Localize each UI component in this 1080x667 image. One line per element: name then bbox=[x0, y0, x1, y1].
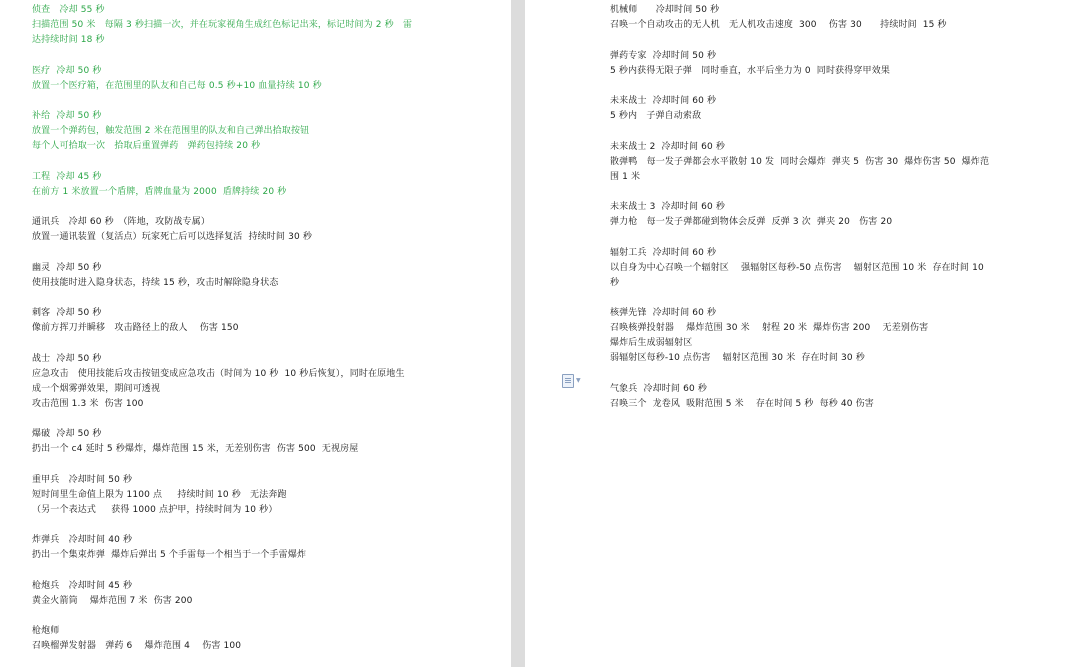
skill-title: 补给 冷却 50 秒 bbox=[32, 111, 102, 121]
skill-title: 机械师 冷却时间 50 秒 bbox=[610, 5, 720, 15]
skill-description: 弹力枪 每一发子弹都碰到物体会反弹 反弹 3 次 弹夹 20 伤害 20 bbox=[610, 217, 893, 227]
page-content-left bbox=[32, 3, 472, 667]
skill-description: 爆炸后生成弱辐射区 bbox=[610, 338, 693, 348]
skill-title: 未来战士 3 冷却时间 60 秒 bbox=[610, 202, 726, 212]
skill-entry bbox=[32, 109, 472, 154]
skill-description: 应急攻击 使用技能后攻击按钮变成应急攻击（时间为 10 秒 10 秒后恢复），同时在原地生 bbox=[32, 368, 405, 379]
skill-title: 枪炮师 bbox=[32, 626, 60, 636]
skill-description: 放置一个医疗箱，在范围里的队友和自己每 0.5 秒+10 血量持续 10 秒 bbox=[32, 80, 322, 91]
skill-description: 使用技能时进入隐身状态，持续 15 秒，攻击时解除隐身状态 bbox=[32, 277, 279, 288]
skill-entry bbox=[610, 200, 1040, 230]
skill-description: 召唤核弹投射器 爆炸范围 30 米 射程 20 米 爆炸伤害 200 无差别伤害 bbox=[610, 323, 929, 333]
skill-title: 未来战士 冷却时间 60 秒 bbox=[610, 96, 717, 106]
skill-description: 扫描范围 50 米 每隔 3 秒扫描一次，并在玩家视角生成红色标记出来，标记时间为 2 秒 雷 bbox=[32, 20, 413, 30]
skill-description: 召唤三个 龙卷风 吸附范围 5 米 存在时间 5 秒 每秒 40 伤害 bbox=[610, 398, 874, 409]
skill-title: 核弹先锋 冷却时间 60 秒 bbox=[610, 308, 717, 318]
skill-description: 扔出一个集束炸弹 爆炸后弹出 5 个手雷每一个相当于一个手雷爆炸 bbox=[32, 550, 307, 560]
skill-title: 辐射工兵 冷却时间 60 秒 bbox=[610, 247, 717, 258]
page-gutter bbox=[511, 0, 525, 667]
skill-title: 枪炮兵 冷却时间 45 秒 bbox=[32, 580, 133, 591]
skill-entry bbox=[32, 473, 472, 518]
skill-description: 黄金火箭筒 爆炸范围 7 米 伤害 200 bbox=[32, 595, 193, 606]
skill-title: 炸弹兵 冷却时间 40 秒 bbox=[32, 535, 133, 545]
skill-description: 召唤一个自动攻击的无人机 无人机攻击速度 300 伤害 30 持续时间 15 秒 bbox=[610, 20, 947, 30]
skill-description: 召唤榴弹发射器 弹药 6 爆炸范围 4 伤害 100 bbox=[32, 641, 242, 651]
skill-entry bbox=[610, 140, 1040, 185]
document-icon[interactable] bbox=[562, 374, 574, 388]
skill-description: 短时间里生命值上限为 1100 点 持续时间 10 秒 无法奔跑 bbox=[32, 489, 287, 500]
skill-description: 扔出一个 c4 延时 5 秒爆炸，爆炸范围 15 米，无差别伤害 伤害 500 无视房屋 bbox=[32, 444, 359, 454]
skill-description: 放置一个弹药包，触发范围 2 米在范围里的队友和自己弹出拾取按钮 bbox=[32, 126, 310, 136]
skill-description: 在前方 1 米放置一个盾牌，盾牌血量为 2000 盾牌持续 20 秒 bbox=[32, 186, 287, 197]
skill-title: 未来战士 2 冷却时间 60 秒 bbox=[610, 141, 726, 152]
skill-title: 战士 冷却 50 秒 bbox=[32, 353, 102, 364]
skill-title: 侦查 冷却 55 秒 bbox=[32, 5, 105, 15]
skill-title: 通讯兵 冷却 60 秒 （阵地，攻防战专属） bbox=[32, 217, 210, 227]
skill-description: 秒 bbox=[610, 277, 620, 288]
skill-description: 放置一通讯装置（复活点）玩家死亡后可以选择复活 持续时间 30 秒 bbox=[32, 232, 312, 242]
chevron-down-icon[interactable]: ▼ bbox=[576, 377, 581, 384]
skill-entry bbox=[32, 624, 472, 654]
skill-description: 成一个烟雾弹效果，期间可透视 bbox=[32, 383, 161, 394]
skill-description: 以自身为中心召唤一个辐射区 强辐射区每秒-50 点伤害 辐射区范围 10 米 存在时间 10 bbox=[610, 262, 984, 273]
skill-entry bbox=[610, 382, 1040, 412]
skill-description: 5 秒内获得无限子弹 同时垂直，水平后坐力为 0 同时获得穿甲效果 bbox=[610, 65, 890, 76]
skill-entry bbox=[32, 533, 472, 563]
page-content-right bbox=[610, 3, 1040, 427]
skill-entry bbox=[610, 246, 1040, 291]
skill-entry bbox=[32, 352, 472, 412]
skill-title: 弹药专家 冷却时间 50 秒 bbox=[610, 50, 717, 61]
skill-title: 幽灵 冷却 50 秒 bbox=[32, 262, 102, 273]
skill-entry bbox=[610, 306, 1040, 366]
skill-entry bbox=[610, 94, 1040, 124]
skill-description: （另一个表达式 获得 1000 点护甲，持续时间为 10 秒） bbox=[32, 504, 278, 515]
skill-title: 重甲兵 冷却时间 50 秒 bbox=[32, 474, 133, 485]
skill-title: 爆破 冷却 50 秒 bbox=[32, 429, 102, 439]
skill-description: 弱辐射区每秒-10 点伤害 辐射区范围 30 米 存在时间 30 秒 bbox=[610, 353, 865, 363]
skill-description: 散弹鸭 每一发子弹都会水平散射 10 发 同时会爆炸 弹夹 5 伤害 30 爆炸伤害 50 爆炸范 bbox=[610, 156, 990, 167]
skill-entry bbox=[32, 261, 472, 291]
skill-entry bbox=[610, 49, 1040, 79]
skill-entry bbox=[32, 64, 472, 94]
skill-description: 攻击范围 1.3 米 伤害 100 bbox=[32, 398, 144, 409]
skill-description: 每个人可拾取一次 拾取后重置弹药 弹药包持续 20 秒 bbox=[32, 141, 261, 151]
skill-entry bbox=[32, 215, 472, 245]
skill-description: 5 秒内 子弹自动索敌 bbox=[610, 111, 702, 121]
document-page-right bbox=[525, 0, 1080, 667]
skill-entry bbox=[610, 3, 1040, 33]
skill-description: 达持续时间 18 秒 bbox=[32, 35, 105, 45]
skill-entry bbox=[32, 3, 472, 48]
skill-title: 工程 冷却 45 秒 bbox=[32, 171, 102, 182]
skill-description: 像前方挥刀并瞬移 攻击路径上的敌人 伤害 150 bbox=[32, 323, 239, 333]
document-page-left bbox=[0, 0, 511, 667]
skill-description: 围 1 米 bbox=[610, 171, 641, 182]
skill-entry bbox=[32, 427, 472, 457]
skill-entry bbox=[32, 579, 472, 609]
skill-entry bbox=[32, 170, 472, 200]
skill-title: 刺客 冷却 50 秒 bbox=[32, 308, 102, 318]
skill-title: 医疗 冷却 50 秒 bbox=[32, 65, 102, 76]
skill-entry bbox=[32, 306, 472, 336]
skill-title: 气象兵 冷却时间 60 秒 bbox=[610, 383, 707, 394]
